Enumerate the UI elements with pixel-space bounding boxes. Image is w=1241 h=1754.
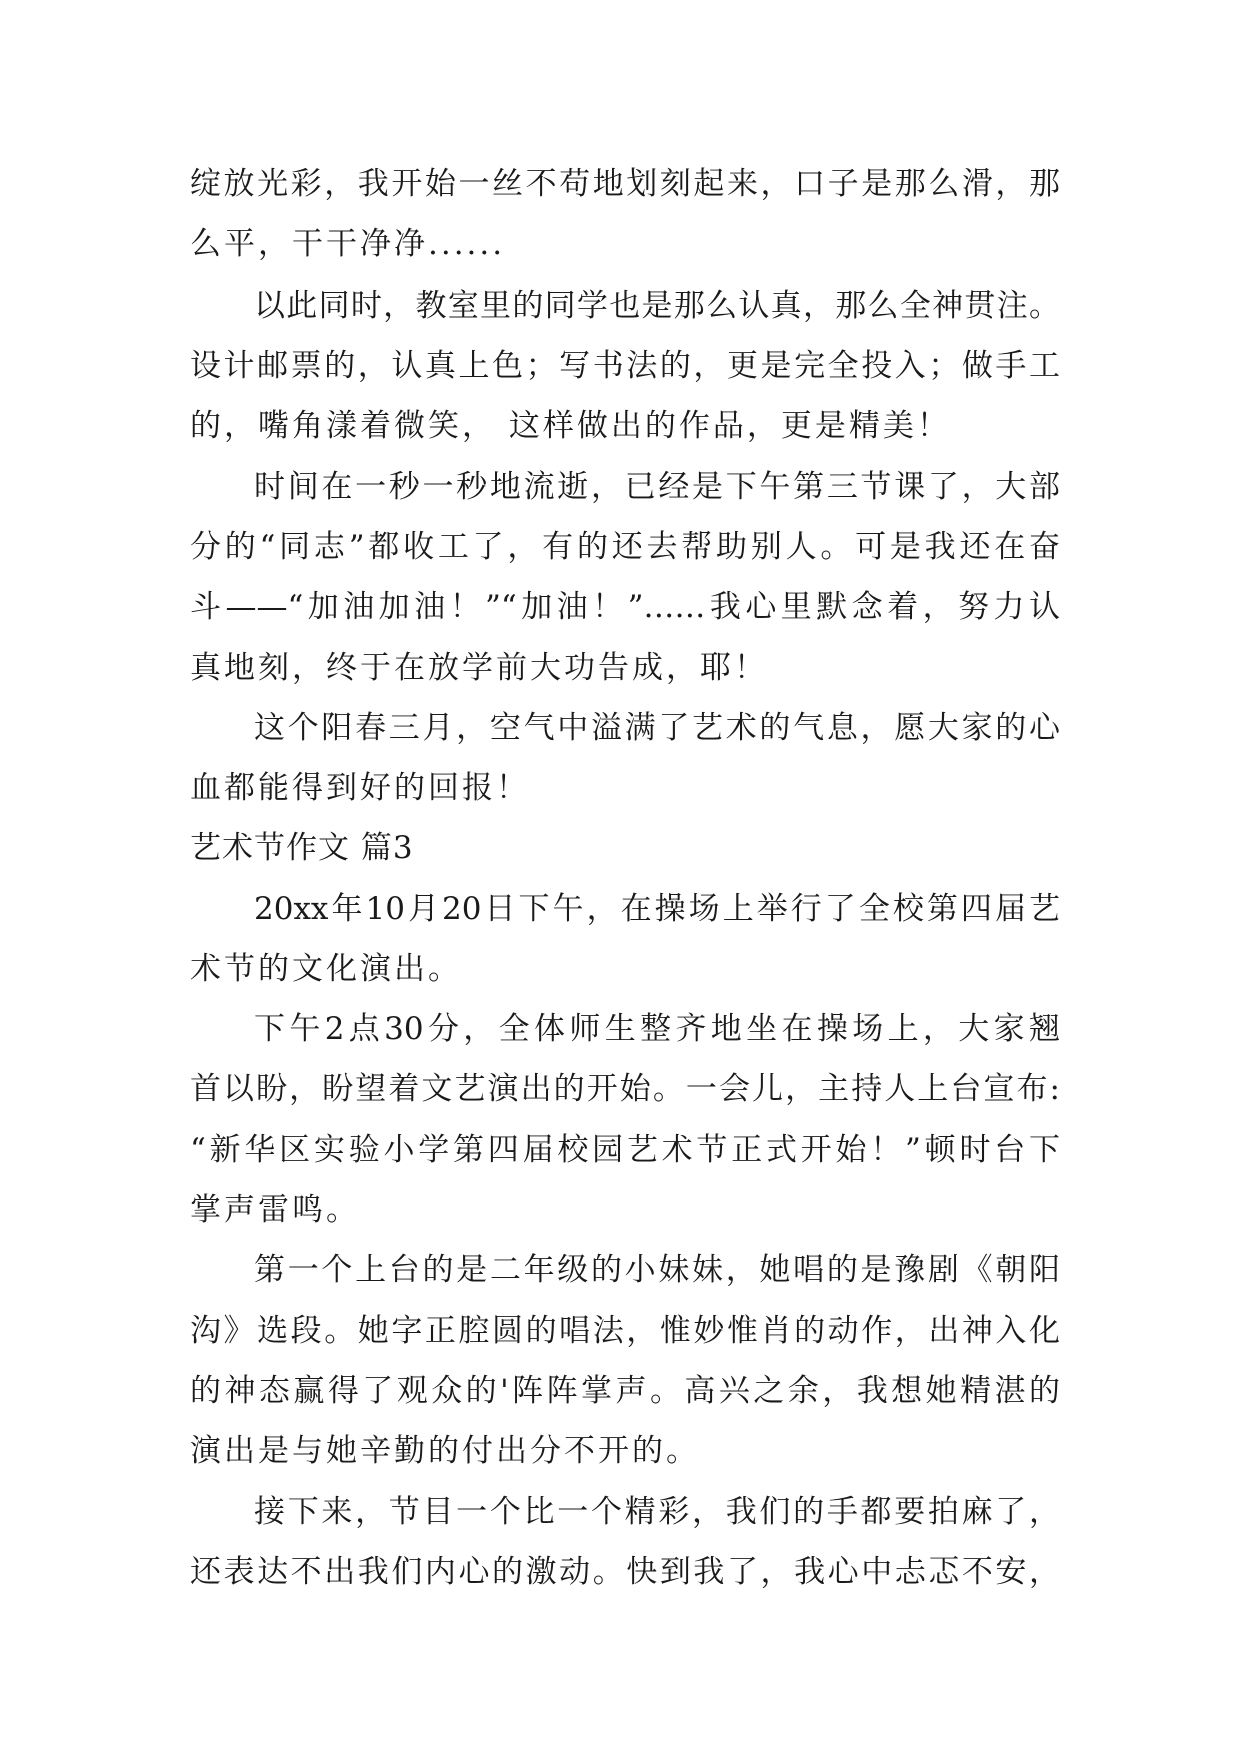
paragraph-start: 20xx年10月20日下午，在操场上举行了全校第四届艺 <box>254 891 1060 927</box>
paragraph-start: 接下来，节目一个比一个精彩，我们的手都要拍麻了， <box>254 1494 1060 1530</box>
paragraph-start: 时间在一秒一秒地流逝，已经是下午第三节课了，大部 <box>254 469 1060 505</box>
text-line: 首以盼，盼望着文艺演出的开始。一会儿，主持人上台宣布: <box>190 1071 1060 1107</box>
text-line: 设计邮票的，认真上色；写书法的，更是完全投入；做手工 <box>190 348 1060 384</box>
text-line: 演出是与她辛勤的付出分不开的。 <box>190 1433 700 1469</box>
text-line: “新华区实验小学第四届校园艺术节正式开始！”顿时台下 <box>190 1132 1060 1168</box>
text-line: 真地刻，终于在放学前大功告成，耶！ <box>190 650 768 686</box>
text-line: 斗——“加油加油！”“加油！”……我心里默念着，努力认 <box>190 589 1060 625</box>
section-heading: 艺术节作文 篇3 <box>190 830 414 866</box>
text-line: 还表达不出我们内心的激动。快到我了，我心中忐忑不安， <box>190 1554 1060 1590</box>
paragraph-start: 以此同时，教室里的同学也是那么认真，那么全神贯注。 <box>254 288 1060 324</box>
text-line: 沟》选段。她字正腔圆的唱法，惟妙惟肖的动作，出神入化 <box>190 1313 1060 1349</box>
text-line: 绽放光彩，我开始一丝不苟地划刻起来，口子是那么滑，那 <box>190 166 1060 202</box>
text-line: 分的“同志”都收工了，有的还去帮助别人。可是我还在奋 <box>190 529 1060 565</box>
paragraph-start: 下午2点30分，全体师生整齐地坐在操场上，大家翘 <box>254 1011 1060 1047</box>
paragraph-start: 这个阳春三月，空气中溢满了艺术的气息，愿大家的心 <box>254 710 1060 746</box>
text-line: 术节的文化演出。 <box>190 951 462 987</box>
text-line: 的神态赢得了观众的'阵阵掌声。高兴之余，我想她精湛的 <box>190 1373 1060 1409</box>
text-line: 掌声雷鸣。 <box>190 1192 360 1228</box>
text-line: 血都能得到好的回报！ <box>190 770 530 806</box>
text-line: 么平，干干净净...... <box>190 226 506 262</box>
text-line: 的，嘴角漾着微笑， 这样做出的作品，更是精美！ <box>190 408 951 444</box>
paragraph-start: 第一个上台的是二年级的小妹妹，她唱的是豫剧《朝阳 <box>254 1252 1060 1288</box>
